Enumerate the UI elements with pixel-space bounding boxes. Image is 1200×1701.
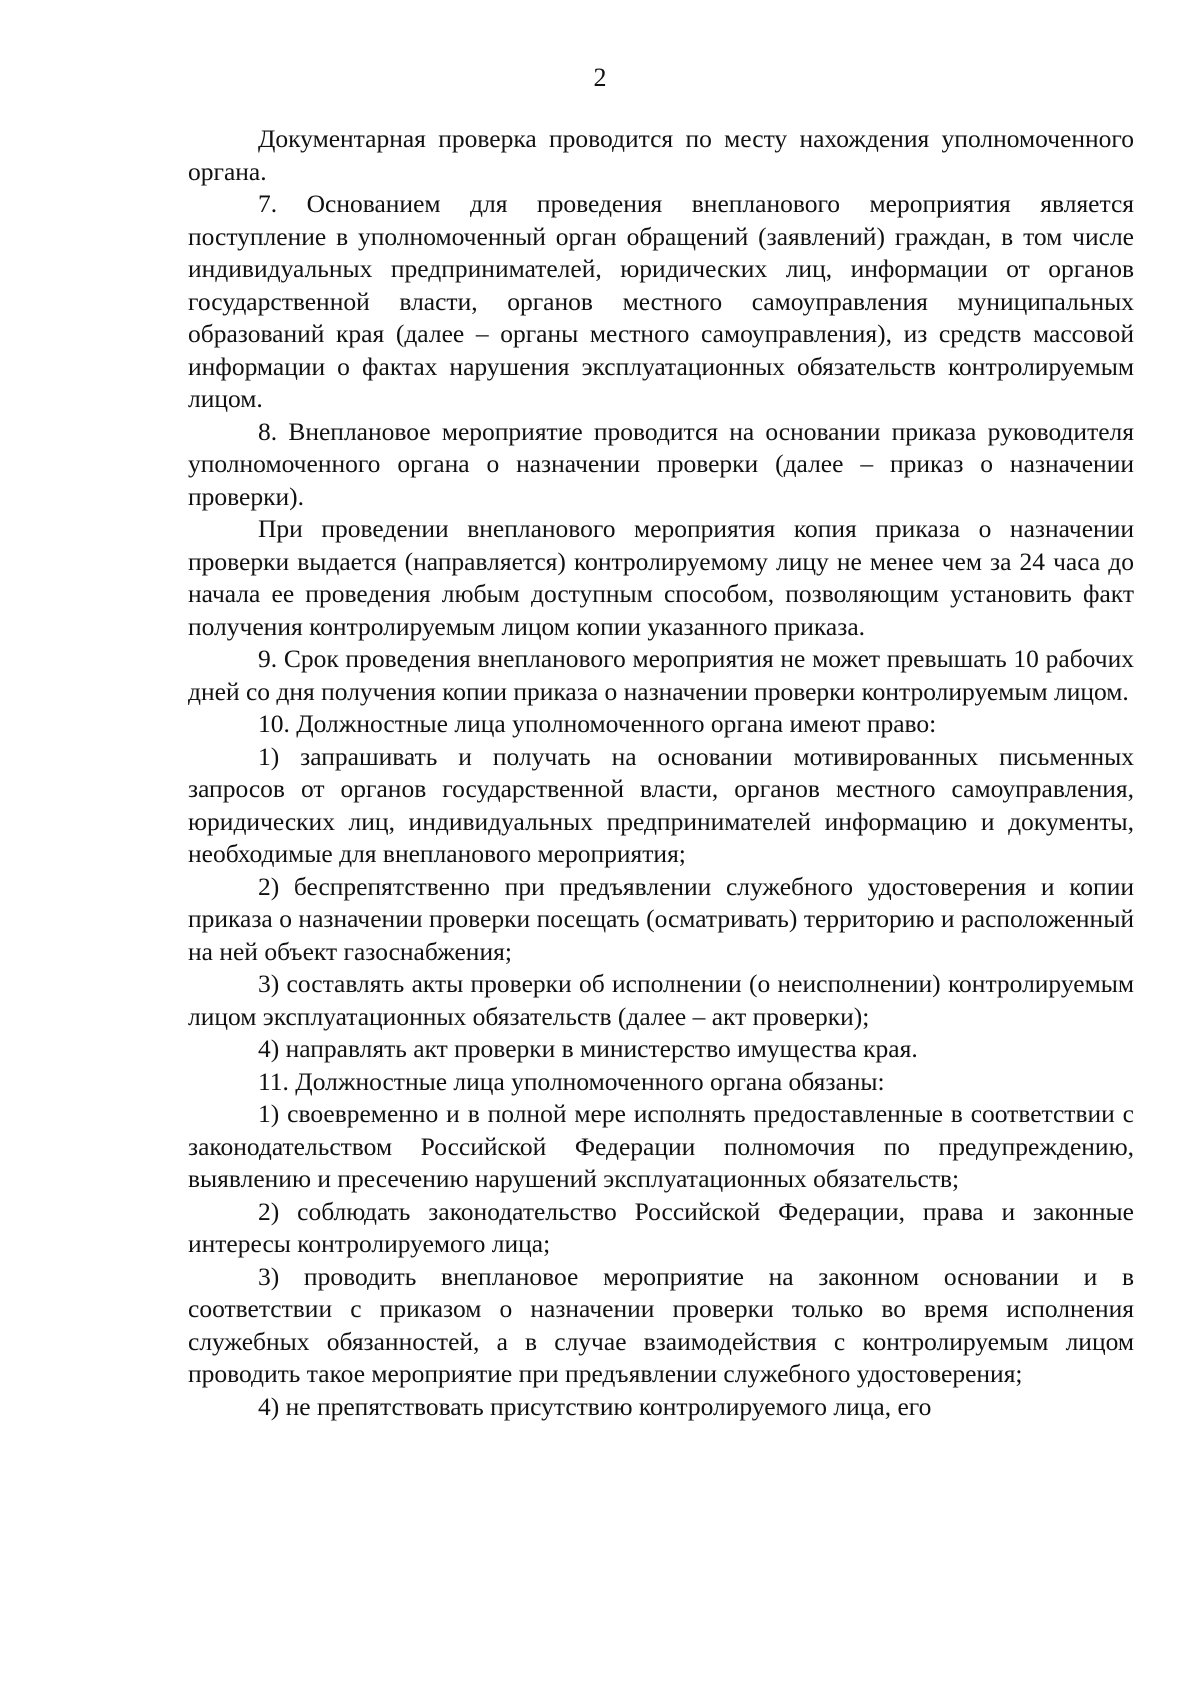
paragraph: 1) своевременно и в полной мере исполнять предоставленные в соответствии с законодательством Российской Федерации полномочия по предупреждению, выявлению и пресечению нарушений эксплуатационных обязательств; bbox=[188, 1099, 1134, 1193]
paragraph: 4) не препятствовать присутствию контролируемого лица, его bbox=[258, 1391, 932, 1421]
paragraph: 3) проводить внеплановое мероприятие на законном основании и в соответствии с приказом о назначении проверки только во время исполнения служебных обязанностей, а в случае взаимодействия с контролируемым лицом проводить такое мероприятие при предъявлении служебного удостоверения; bbox=[188, 1261, 1134, 1388]
paragraph: 7. Основанием для проведения внепланового мероприятия является поступление в уполномоченный орган обращений (заявлений) граждан, в том числе индивидуальных предпринимателей, юридических лиц, информации от органов государственной власти, органов местного самоуправления муниципальных образований края (далее – органы местного самоуправления), из средств массовой информации о фактах нарушения эксплуатационных обязательств контролируемым лицом. bbox=[188, 189, 1134, 413]
paragraph: 2) соблюдать законодательство Российской Федерации, права и законные интересы контролируемого лица; bbox=[188, 1196, 1134, 1258]
paragraph: 8. Внеплановое мероприятие проводится на основании приказа руководителя уполномоченного органа о назначении проверки (далее – приказ о назначении проверки). bbox=[188, 416, 1134, 511]
paragraph: 3) составлять акты проверки об исполнении (о неисполнении) контролируемым лицом эксплуатационных обязательств (далее – акт проверки); bbox=[188, 969, 1134, 1031]
paragraph: 1) запрашивать и получать на основании мотивированных письменных запросов от органов государственной власти, органов местного самоуправления, юридических лиц, индивидуальных предпринимателей информацию и документы, необходимые для внепланового мероприятия; bbox=[188, 741, 1134, 868]
paragraph: При проведении внепланового мероприятия копия приказа о назначении проверки выдается (направляется) контролируемому лицу не менее чем за 24 часа до начала ее проведения любым доступным способом, позволяющим установить факт получения контролируемым лицом копии указанного приказа. bbox=[188, 514, 1134, 641]
page-number: 2 bbox=[593, 63, 607, 92]
paragraph: 2) беспрепятственно при предъявлении служебного удостоверения и копии приказа о назначении проверки посещать (осматривать) территорию и расположенный на ней объект газоснабжения; bbox=[188, 871, 1134, 966]
paragraph: 4) направлять акт проверки в министерство имущества края. bbox=[258, 1034, 918, 1063]
document-body bbox=[188, 123, 1134, 1423]
paragraph: 11. Должностные лица уполномоченного органа обязаны: bbox=[258, 1066, 885, 1096]
paragraph: 10. Должностные лица уполномоченного органа имеют право: bbox=[258, 709, 937, 738]
paragraph: Документарная проверка проводится по месту нахождения уполномоченного органа. bbox=[188, 124, 1134, 186]
paragraph: 9. Срок проведения внепланового мероприятия не может превышать 10 рабочих дней со дня получения копии приказа о назначении проверки контролируемым лицом. bbox=[188, 644, 1134, 706]
